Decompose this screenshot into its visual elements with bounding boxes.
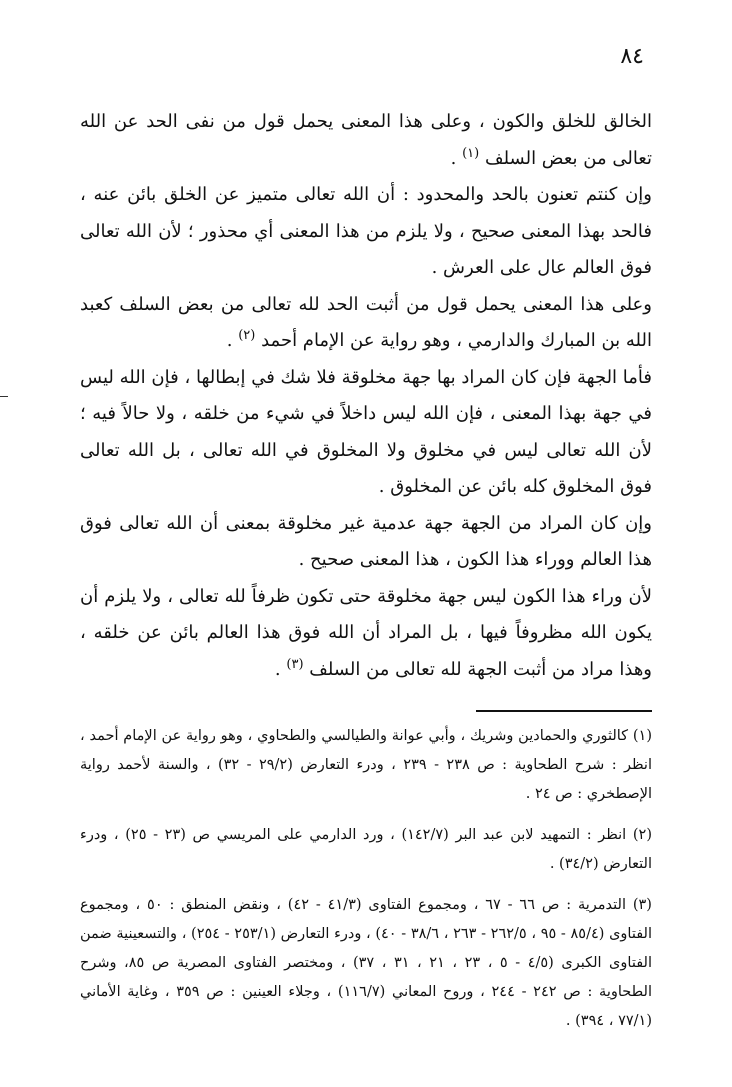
paragraph-6 <box>80 579 652 689</box>
paragraph-6-text: لأن وراء هذا الكون ليس جهة مخلوقة حتى تكون ظرفاً لله تعالى ، ولا يلزم أن يكون الله مظروفاً فيها ، بل المراد أن الله فوق هذا العالم بائن عن خلقه ، وهذا مراد من أثبت الجهة لله تعالى من السلف <box>80 585 652 680</box>
paragraph-4: فأما الجهة فإن كان المراد بها جهة مخلوقة فلا شك في إبطالها ، فإن الله ليس في جهة بهذا المعنى ، فإن الله ليس داخلاً في شيء من خلقه ، ولا حالاً فيه ؛ لأن الله تعالى ليس في مخلوق ولا المخلوق في الله تعالى ، بل الله تعالى فوق المخلوق كله بائن عن المخلوق . <box>80 366 652 497</box>
margin-mark <box>0 396 8 397</box>
paragraph-5: وإن كان المراد من الجهة جهة عدمية غير مخلوقة بمعنى أن الله تعالى فوق هذا العالم ووراء هذا الكون ، هذا المعنى صحيح . <box>80 512 652 570</box>
footnote-ref-3: (٣) <box>286 656 304 672</box>
main-text <box>80 104 652 688</box>
page-number: ٨٤ <box>620 44 644 69</box>
paragraph-3-end: . <box>226 330 233 351</box>
footnote-ref-2: (٢) <box>238 328 256 343</box>
footnote-2: (٢) انظر : التمهيد لابن عبد البر (١٤٢/٧) ، ورد الدارمي على المريسي ص (٢٣ - ٢٥) ، ودرء التعارض (٣٤/٢) . <box>80 827 652 872</box>
paragraph-1-text: الخالق للخلق والكون ، وعلى هذا المعنى يحمل قول من نفى الحد عن الله تعالى من بعض السلف <box>80 111 652 169</box>
footnote-3: (٣) التدمرية : ص ٦٦ - ٦٧ ، ومجموع الفتاوى (٤١/٣ - ٤٢) ، ونقض المنطق : ٥٠ ، ومجموع الفتاوى (٨٥/٤ - ٩٥ ، ٢٦٢/٥ - ٢٦٣ ، ٣٨/٦ - ٤٠) ، ودرء التعارض (٢٥٣/١ - ٢٥٤) ، والتسعينية ضمن الفتاوى الكبرى (٤/٥ - ٥ ، ٢٣ ، ٢١ ، ٣١ ، ٣٧) ، ومختصر الفتاوى المصرية ص ٨٥، وشرح الطحاوية : ص ٢٤٢ - ٢٤٤ ، وروح المعاني (١١٦/٧) ، وجلاء العينين : ص ٣٥٩ ، وغاية الأماني (٧٧/١ ، ٣٩٤) . <box>80 897 652 1029</box>
paragraph-1 <box>80 104 652 177</box>
paragraph-1-end: . <box>450 147 457 169</box>
footnotes <box>80 722 652 1048</box>
footnote-1: (١) كالثوري والحمادين وشريك ، وأبي عوانة والطيالسي والطحاوي ، وهو رواية عن الإمام أحمد ، انظر : شرح الطحاوية : ص ٢٣٨ - ٢٣٩ ، ودرء التعارض (٢٩/٢ - ٣٢) ، والسنة لأحمد رواية الإصطخري : ص ٢٤ . <box>80 728 653 802</box>
paragraph-2: وإن كنتم تعنون بالحد والمحدود : أن الله تعالى متميز عن الخلق بائن عنه ، فالحد بهذا المعنى صحيح ، ولا يلزم من هذا المعنى أي محذور ؛ لأن الله تعالى فوق العالم عال على العرش . <box>80 184 652 278</box>
paragraph-3-text: وعلى هذا المعنى يحمل قول من أثبت الحد لله تعالى من بعض السلف كعبد الله بن المبارك والدارمي ، وهو رواية عن الإمام أحمد <box>80 293 652 351</box>
paragraph-6-end: . <box>274 658 281 680</box>
footnote-ref-1: (١) <box>462 145 480 161</box>
footnote-separator <box>476 710 652 712</box>
paragraph-3 <box>80 287 652 360</box>
